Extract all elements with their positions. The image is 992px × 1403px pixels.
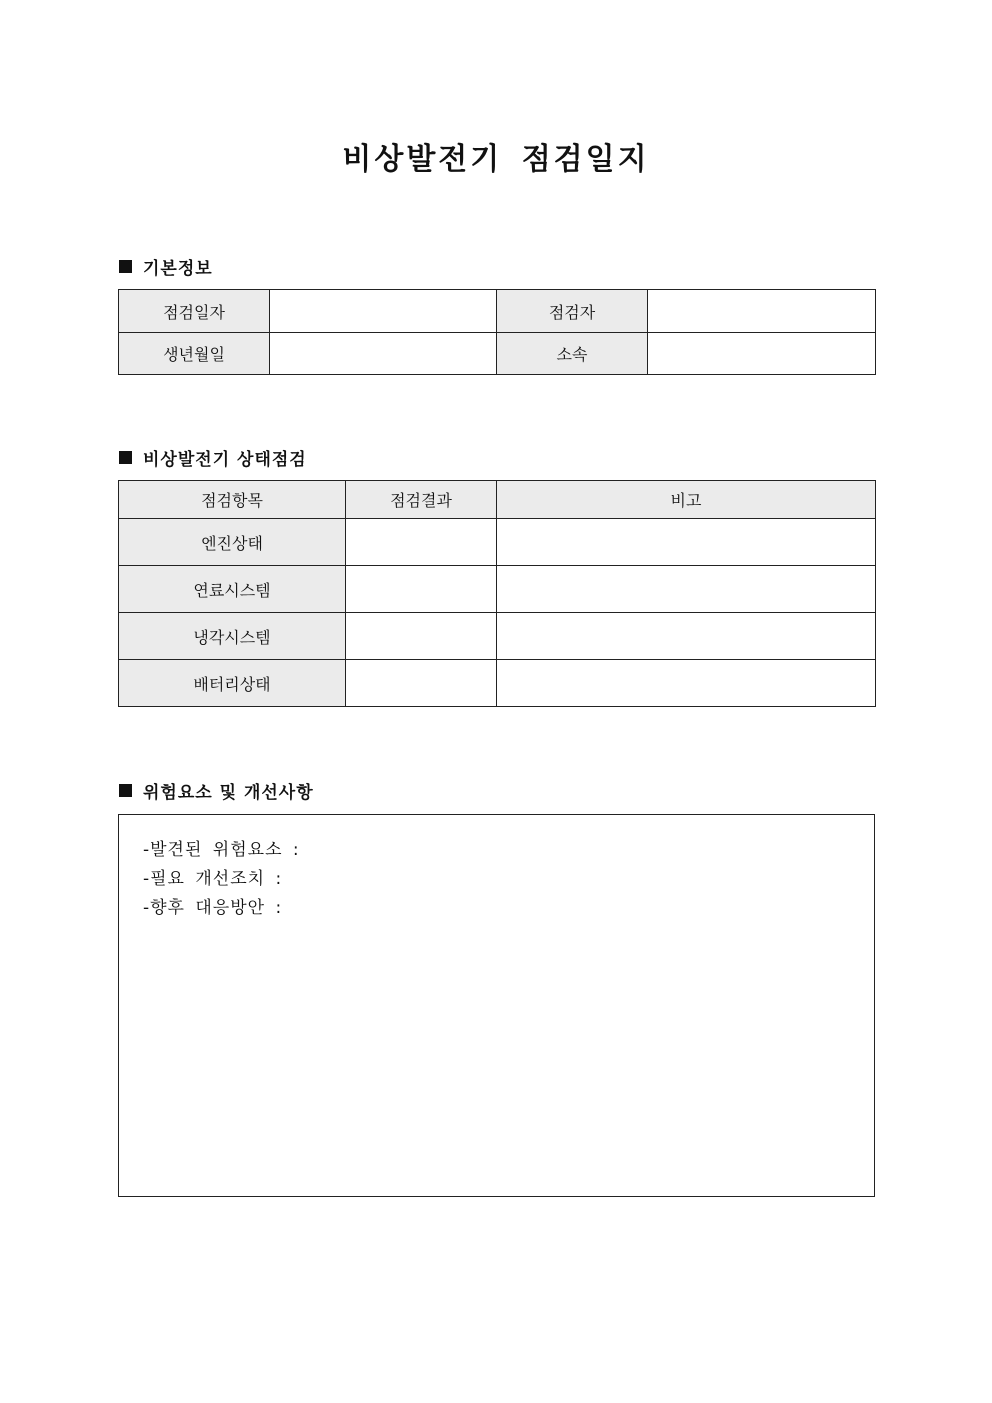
risk-notes-box[interactable] bbox=[118, 814, 875, 1197]
table-row bbox=[119, 613, 876, 660]
battery-note-field[interactable] bbox=[497, 660, 876, 707]
column-header-note: 비고 bbox=[497, 481, 876, 519]
check-item-fuel: 연료시스템 bbox=[119, 566, 346, 613]
cooling-note-field[interactable] bbox=[497, 613, 876, 660]
status-check-table bbox=[118, 480, 876, 707]
square-bullet-icon bbox=[119, 451, 132, 464]
label-inspector: 점검자 bbox=[497, 290, 648, 333]
section-heading-basic-info bbox=[119, 254, 213, 279]
notes-line-future-plan: -향후 대응방안 : bbox=[143, 898, 283, 918]
table-row bbox=[119, 566, 876, 613]
section-heading-status-check bbox=[119, 445, 307, 470]
fuel-note-field[interactable] bbox=[497, 566, 876, 613]
engine-result-field[interactable] bbox=[346, 519, 497, 566]
label-affiliation: 소속 bbox=[497, 333, 648, 375]
fuel-result-field[interactable] bbox=[346, 566, 497, 613]
section-heading-risk bbox=[119, 778, 314, 803]
table-header-row bbox=[119, 481, 876, 519]
section-heading-label: 비상발전기 상태점검 bbox=[143, 450, 307, 470]
engine-note-field[interactable] bbox=[497, 519, 876, 566]
inspection-date-field[interactable] bbox=[270, 290, 497, 333]
section-heading-label: 기본정보 bbox=[143, 259, 213, 279]
notes-line-found-risks: -발견된 위험요소 : bbox=[143, 840, 300, 860]
table-row bbox=[119, 660, 876, 707]
check-item-cooling: 냉각시스템 bbox=[119, 613, 346, 660]
cooling-result-field[interactable] bbox=[346, 613, 497, 660]
table-row bbox=[119, 333, 876, 375]
table-row bbox=[119, 290, 876, 333]
section-heading-label: 위험요소 및 개선사항 bbox=[143, 783, 314, 803]
column-header-result: 점검결과 bbox=[346, 481, 497, 519]
basic-info-table bbox=[118, 289, 876, 375]
inspector-field[interactable] bbox=[648, 290, 876, 333]
notes-line-required-actions: -필요 개선조치 : bbox=[143, 869, 283, 889]
label-birth-date: 생년월일 bbox=[119, 333, 270, 375]
square-bullet-icon bbox=[119, 784, 132, 797]
page-title: 비상발전기 점검일지 bbox=[342, 142, 650, 177]
label-inspection-date: 점검일자 bbox=[119, 290, 270, 333]
column-header-item: 점검항목 bbox=[119, 481, 346, 519]
square-bullet-icon bbox=[119, 260, 132, 273]
affiliation-field[interactable] bbox=[648, 333, 876, 375]
check-item-engine: 엔진상태 bbox=[119, 519, 346, 566]
table-row bbox=[119, 519, 876, 566]
birth-date-field[interactable] bbox=[270, 333, 497, 375]
check-item-battery: 배터리상태 bbox=[119, 660, 346, 707]
battery-result-field[interactable] bbox=[346, 660, 497, 707]
